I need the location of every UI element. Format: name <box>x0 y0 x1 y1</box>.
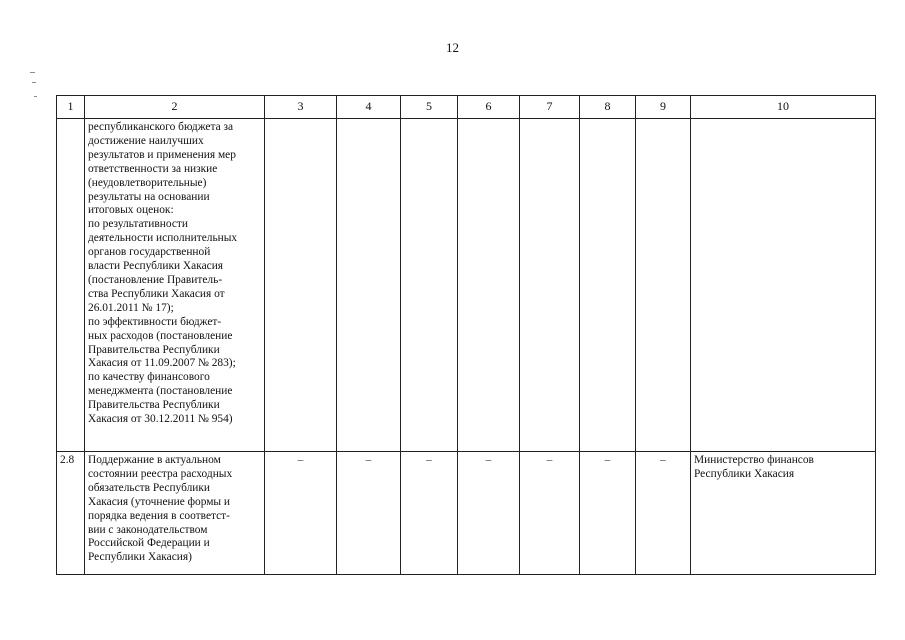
column-header: 3 <box>265 96 337 119</box>
value-cell <box>265 119 337 452</box>
value-cell <box>520 119 580 452</box>
scan-mark <box>30 72 35 73</box>
column-header: 7 <box>520 96 580 119</box>
responsible-executor: Министерство финансов Республики Хакасия <box>694 454 814 480</box>
plan-table <box>56 95 876 575</box>
measure-description: Поддержание в актуальном состоянии реестра расходных обязательств Республики Хакасия (уточнение формы и порядка ведения в соответст- вии с законодательством Российской Федерации и Республики Хакасия) <box>88 454 233 564</box>
column-header: 5 <box>401 96 458 119</box>
page-number: 12 <box>446 40 459 55</box>
column-header: 9 <box>636 96 691 119</box>
column-header: 6 <box>458 96 520 119</box>
column-header: 8 <box>580 96 636 119</box>
table-header-row <box>57 96 876 119</box>
measure-description-cell <box>85 452 265 575</box>
value-cell: – <box>520 452 580 575</box>
row-number: 2.8 <box>57 452 85 575</box>
value-cell <box>580 119 636 452</box>
value-cell <box>458 119 520 452</box>
responsible-cell <box>691 452 876 575</box>
column-header: 2 <box>85 96 265 119</box>
value-cell: – <box>580 452 636 575</box>
column-header: 10 <box>691 96 876 119</box>
responsible-cell <box>691 119 876 452</box>
value-cell: – <box>636 452 691 575</box>
value-cell: – <box>401 452 458 575</box>
table-row <box>57 452 876 575</box>
value-cell: – <box>265 452 337 575</box>
value-cell: – <box>458 452 520 575</box>
value-cell <box>636 119 691 452</box>
measure-description: республиканского бюджета за достижение наилучших результатов и применения мер ответственности за низкие (неудовлетворительные) результаты на основании итоговых оценок: по результативности деятельности исполнительных органов государственной власти Республики Хакасия (постановление Правитель- ства Республики Хакасия от 26.01.2011 № 17); по эффективности бюджет- ных расходов (постановление Правительства Республики Хакасия от 11.09.2007 № 283); по качеству финансового менеджмента (постановление Правительства Республики Хакасия от 30.12.2011 № 954) <box>88 121 238 426</box>
row-number <box>57 119 85 452</box>
margin-scan-marks <box>30 70 40 110</box>
value-cell <box>401 119 458 452</box>
measure-description-cell <box>85 119 265 452</box>
value-cell <box>337 119 401 452</box>
table-row <box>57 119 876 452</box>
scan-mark <box>32 82 36 83</box>
column-header: 1 <box>57 96 85 119</box>
column-header: 4 <box>337 96 401 119</box>
scan-mark <box>34 96 37 97</box>
value-cell: – <box>337 452 401 575</box>
